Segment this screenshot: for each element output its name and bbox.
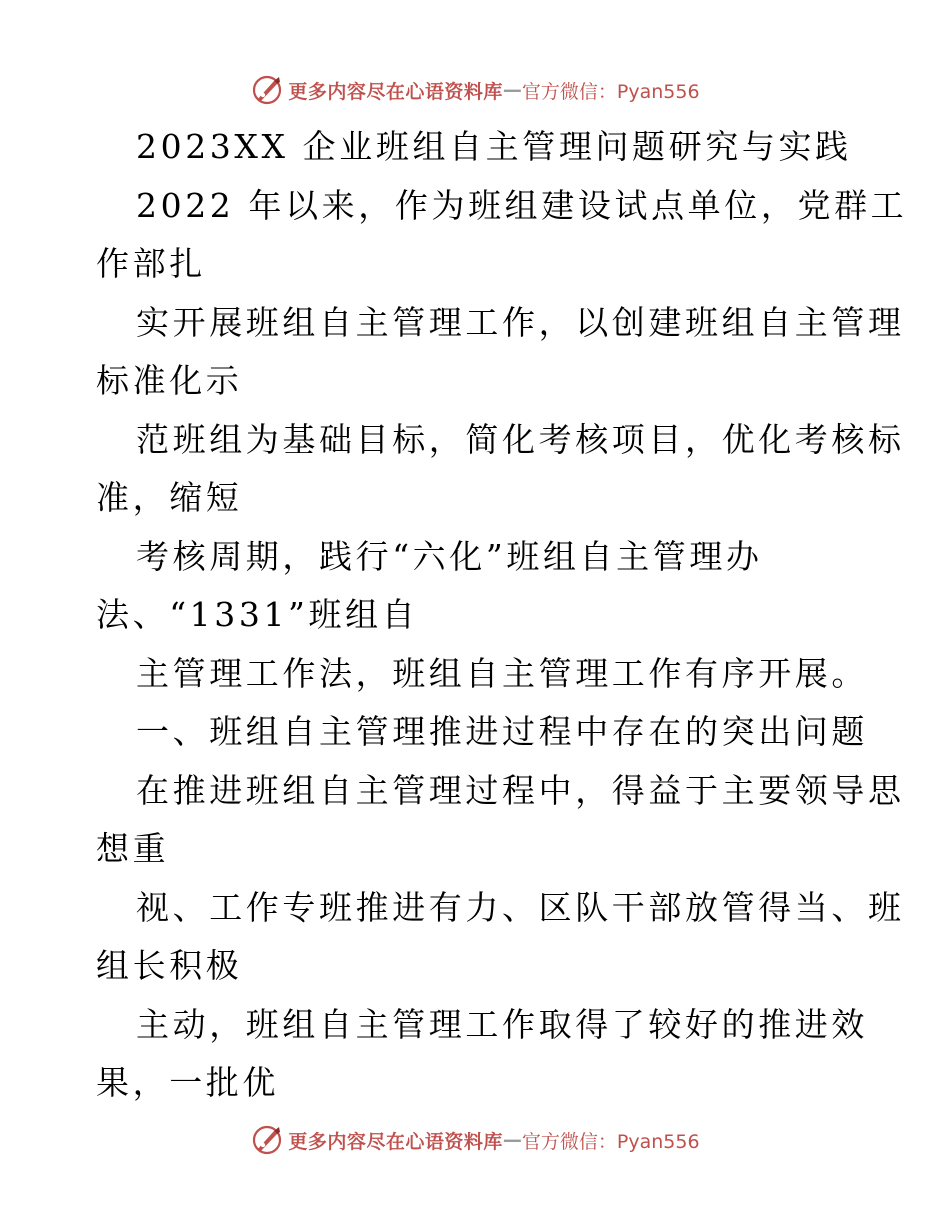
text-line: 2023XX 企业班组自主管理问题研究与实践 [136, 127, 852, 166]
document-body [96, 118, 908, 1113]
banner-contact: 官方微信：Pyan556 [521, 80, 700, 103]
text-line: 标准化示 [96, 361, 243, 400]
banner-text: 更多内容尽在心语资料库 [288, 1130, 503, 1153]
footer-banner [0, 1120, 950, 1160]
text-line: 视、工作专班推进有力、区队干部放管得当、班 [136, 887, 905, 927]
banner-separator: — [502, 1129, 522, 1151]
text-line: 法、“1331”班组自 [96, 595, 419, 634]
text-line: 2022 年以来，作为班组建设试点单位，党群工 [136, 185, 908, 225]
pen-quill-icon [250, 1123, 284, 1157]
text-line: 主管理工作法，班组自主管理工作有序开展。 [136, 653, 868, 693]
text-line: 作部扎 [96, 244, 206, 283]
text-line: 一、班组自主管理推进过程中存在的突出问题 [136, 712, 868, 751]
text-line: 范班组为基础目标，简化考核项目，优化考核标 [136, 419, 905, 459]
text-line: 在推进班组自主管理过程中，得益于主要领导思 [136, 770, 905, 810]
text-line: 组长积极 [96, 946, 243, 985]
text-line: 考核周期，践行“六化”班组自主管理办 [136, 536, 763, 576]
header-banner [0, 70, 950, 110]
text-line: 果，一批优 [96, 1063, 279, 1102]
text-line: 准，缩短 [96, 478, 243, 517]
banner-text: 更多内容尽在心语资料库 [288, 80, 503, 103]
pen-quill-icon [250, 73, 284, 107]
text-line: 主动，班组自主管理工作取得了较好的推进效 [136, 1004, 868, 1044]
text-line: 想重 [96, 829, 170, 868]
banner-contact: 官方微信：Pyan556 [521, 1130, 700, 1153]
text-line: 实开展班组自主管理工作，以创建班组自主管理 [136, 302, 905, 342]
banner-separator: — [502, 79, 522, 101]
